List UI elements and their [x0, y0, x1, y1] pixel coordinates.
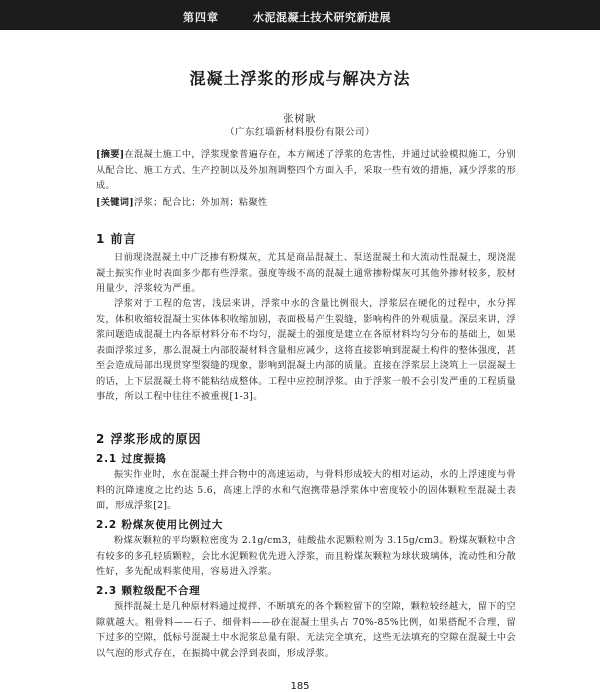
intro-paragraph-2: 浮浆对于工程的危害，浅层来讲，浮浆中水的含量比例很大，浮浆层在硬化的过程中，水分挥发，体积收缩较混凝土实体体积收缩加剧，表面极易产生裂缝，影响构件的外观质量。深层来讲，浮浆问题造成混凝土内各原材料分布不均匀，混凝土的强度是建立在各原材料均匀分布的基础上，如果表面浮浆过多，那么混凝土内部胶凝材料含量相应减少，这将直接影响到混凝土构件的整体强度，甚至会造成局部出现贯穿型裂缝的现象，影响到混凝土内部的质量。直接在浮浆层上浇筑上一层混凝土的话，上下层混凝土将不能粘结成整体。工程中应控制浮浆。由于浮浆一般不会引发严重的工程质量事故，所以工程中往往不被重视[1-3]。 [96, 298, 516, 402]
article-author: 张树耿 [283, 114, 317, 125]
subsection-paragraph-2-2: 粉煤灰颗粒的平均颗粒密度为 2.1g/cm3，硅酸盐水泥颗粒则为 3.15g/cm3。粉煤灰颗粒中含有较多的多孔轻质颗粒，会比水泥颗粒优先进入浮浆，而且粉煤灰颗粒为球状玻璃体，流动性和分散性好，多先配成料浆使用，容易进入浮浆。 [96, 535, 516, 577]
keywords-tag: [关键词] [96, 197, 135, 208]
article-affiliation: （广东红墙新材料股份有限公司） [224, 127, 375, 138]
header-running-title: 水泥混凝土技术研究新进展 [253, 11, 391, 24]
abstract-tag: [摘要] [96, 149, 125, 160]
subsection-heading-2-3: 2.3 颗粒级配不合理 [96, 585, 201, 597]
header-chapter: 第四章 [183, 11, 219, 24]
subsection-heading-2-2: 2.2 粉煤灰使用比例过大 [96, 519, 224, 531]
section-heading-introduction: 1 前言 [96, 232, 137, 246]
running-header [0, 0, 600, 30]
abstract-text: 在混凝土施工中，浮浆现象普遍存在，本方阐述了浮浆的危害性，并通过试验模拟施工，分别从配合比、施工方式、生产控制以及外加剂调整四个方面入手，采取一些有效的措施，减少浮浆的形成。 [96, 149, 516, 191]
keywords [96, 195, 516, 211]
intro-paragraph-1: 日前现浇混凝土中广泛掺有粉煤灰，尤其是商品混凝土、泵送混凝土和大流动性混凝土，现浇混凝土振实作业时表面多少都有些浮浆。强度等级不高的混凝土通常掺粉煤灰可其他外掺材较多，胶材用量少，浮浆较为严重。 [96, 252, 516, 294]
keywords-text: 浮浆；配合比；外加剂；粘聚性 [134, 197, 268, 208]
subsection-heading-2-1: 2.1 过度振捣 [96, 453, 167, 465]
page-number: 185 [290, 681, 310, 692]
section-heading-causes: 2 浮浆形成的原因 [96, 432, 202, 446]
subsection-paragraph-2-3: 预拌混凝土是几种原材料通过搅拌、不断填充的各个颗粒留下的空隙，颗粒较经越大，留下的空隙就越大。粗骨料——石子、细骨料——砂在混凝土里头占 70%-85%比例，如果搭配不合理，留下过多的空隙，低标号混凝土中水泥浆总量有限、无法完全填充，这些无法填充的空隙在混凝土中会以气泡的形式存在，在振捣中就会浮到表面，形成浮浆。 [96, 601, 516, 659]
abstract [96, 147, 516, 194]
subsection-paragraph-2-1: 振实作业时，水在混凝土拌合物中的高速运动，与骨料形成较大的相对运动，水的上浮速度与骨料的沉降速度之比约达 5.6，高速上浮的水和气泡携带悬浮浆体中密度较小的固体颗粒至混凝土表面，形成浮浆[2]。 [96, 469, 516, 511]
article-title: 混凝土浮浆的形成与解决方法 [189, 69, 411, 88]
